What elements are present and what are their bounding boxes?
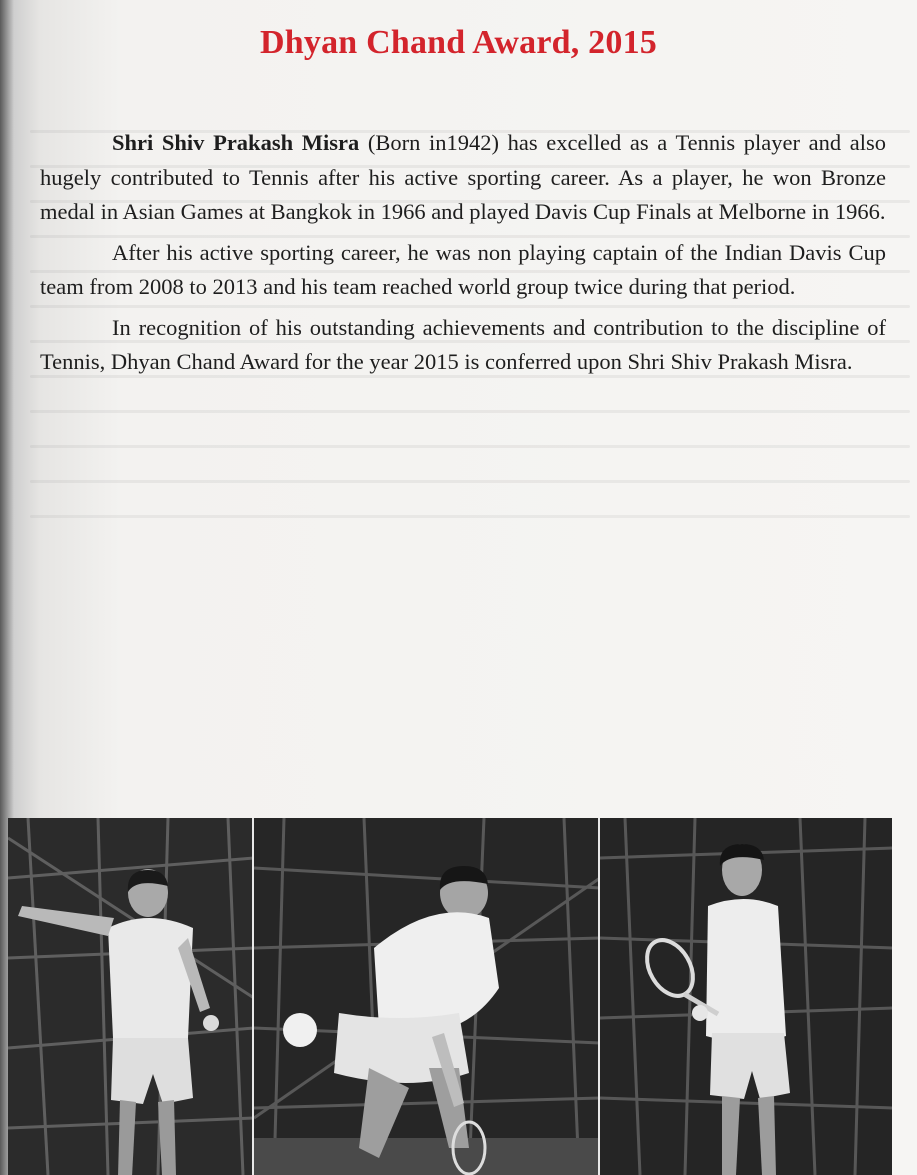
paragraph-1-text: (Born in1942) has excelled as a Tennis player and also hugely contributed to Tennis after his active sporting career. As a player, he won Bronze medal in Asian Games at Bangkok in 1966 and played Davis Cup Finals at Melborne in 1966. [40, 130, 886, 224]
paragraph-3 [40, 311, 886, 380]
paragraph-3-text: In recognition of his outstanding achievements and contribution to the discipline of Tennis, Dhyan Chand Award for the year 2015 is conferred upon Shri Shiv Prakash Misra. [40, 314, 886, 374]
paragraph-2 [40, 236, 886, 305]
tennis-player-photo-right [600, 818, 892, 1175]
awardee-name: Shri Shiv Prakash Misra [112, 130, 360, 155]
photo-strip [8, 818, 892, 1175]
paragraph-1 [40, 126, 886, 230]
page-title: Dhyan Chand Award, 2015 [260, 24, 657, 61]
tennis-player-photo-left [8, 818, 254, 1175]
tennis-player-photo-center [254, 818, 600, 1175]
paragraph-2-text: After his active sporting career, he was non playing captain of the Indian Davis Cup team from 2008 to 2013 and his team reached world group twice during that period. [40, 239, 886, 299]
award-description [40, 126, 886, 386]
